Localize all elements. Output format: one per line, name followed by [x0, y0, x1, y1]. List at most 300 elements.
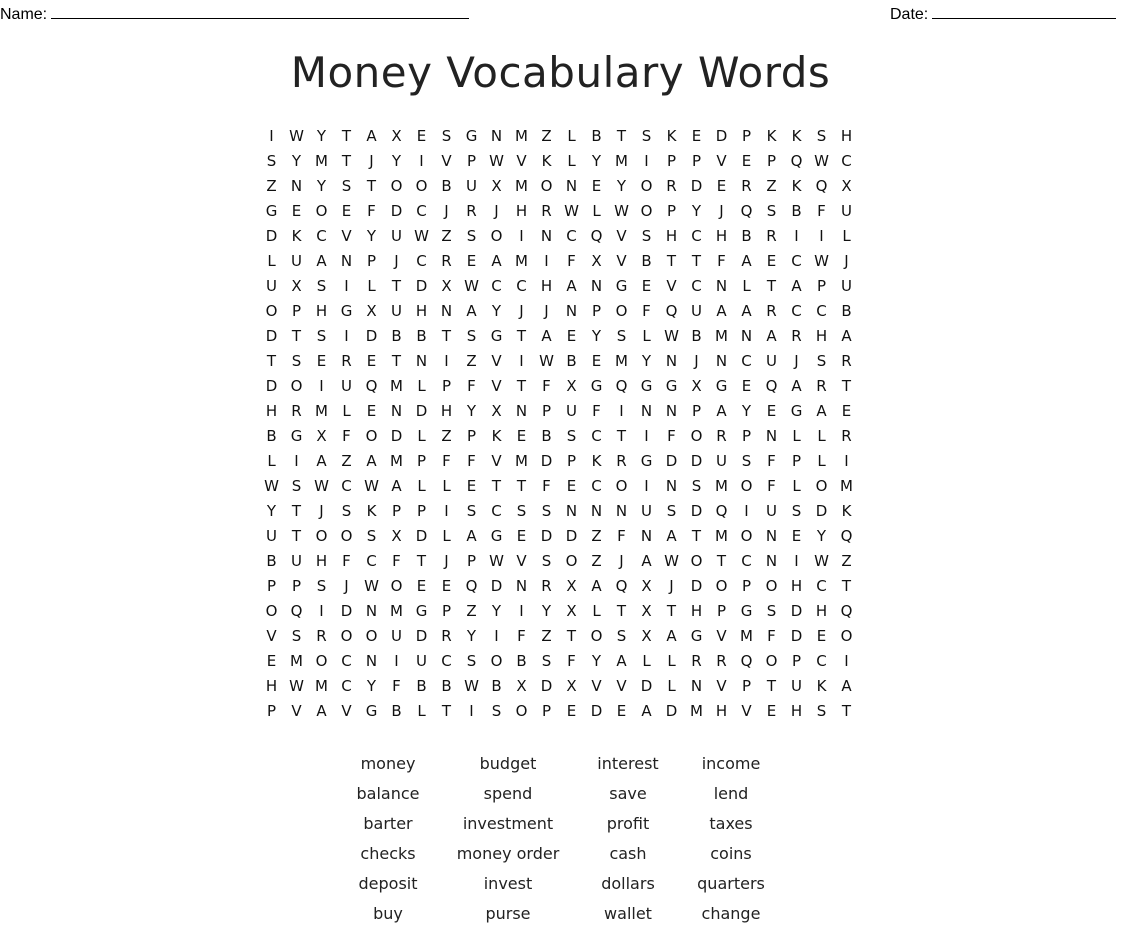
grid-letter[interactable]: X — [391, 527, 402, 545]
grid-letter[interactable]: Q — [840, 527, 853, 545]
grid-letter[interactable]: N — [490, 127, 503, 145]
grid-letter[interactable]: L — [667, 677, 676, 695]
grid-letter[interactable]: Z — [441, 227, 452, 245]
grid-letter[interactable]: R — [841, 427, 852, 445]
grid-letter[interactable]: E — [641, 277, 652, 295]
grid-letter[interactable]: R — [666, 177, 677, 195]
grid-letter[interactable]: I — [519, 602, 524, 620]
grid-letter[interactable]: S — [541, 552, 552, 570]
grid-letter[interactable]: P — [691, 402, 702, 420]
grid-letter[interactable]: P — [466, 152, 477, 170]
grid-letter[interactable]: V — [716, 152, 727, 170]
grid-letter[interactable]: R — [716, 427, 727, 445]
grid-letter[interactable]: N — [590, 277, 603, 295]
grid-letter[interactable]: E — [591, 352, 602, 370]
grid-letter[interactable]: H — [265, 677, 278, 695]
grid-letter[interactable]: Y — [316, 177, 327, 195]
grid-letter[interactable]: P — [416, 502, 427, 520]
grid-letter[interactable]: D — [665, 452, 678, 470]
grid-letter[interactable]: E — [416, 577, 427, 595]
grid-letter[interactable]: B — [441, 677, 452, 695]
grid-letter[interactable]: L — [442, 477, 451, 495]
grid-letter[interactable]: Z — [541, 127, 552, 145]
grid-letter[interactable]: T — [291, 502, 302, 520]
grid-letter[interactable]: R — [541, 202, 552, 220]
grid-letter[interactable]: Q — [740, 202, 753, 220]
grid-letter[interactable]: J — [444, 552, 449, 570]
grid-letter[interactable]: T — [841, 577, 852, 595]
grid-letter[interactable]: L — [742, 277, 751, 295]
grid-letter[interactable]: Z — [266, 177, 277, 195]
grid-letter[interactable]: C — [841, 152, 852, 170]
grid-letter[interactable]: N — [690, 677, 703, 695]
grid-letter[interactable]: S — [541, 652, 552, 670]
grid-letter[interactable]: M — [290, 652, 303, 670]
grid-letter[interactable]: O — [290, 377, 303, 395]
grid-letter[interactable]: E — [616, 702, 627, 720]
grid-letter[interactable]: O — [265, 602, 278, 620]
grid-letter[interactable]: C — [416, 252, 427, 270]
grid-letter[interactable]: E — [416, 127, 427, 145]
grid-letter[interactable]: D — [415, 627, 428, 645]
grid-letter[interactable]: D — [340, 602, 353, 620]
grid-letter[interactable]: L — [417, 477, 426, 495]
grid-letter[interactable]: K — [491, 427, 502, 445]
grid-letter[interactable]: P — [441, 377, 452, 395]
grid-letter[interactable]: Z — [341, 452, 352, 470]
grid-letter[interactable]: L — [817, 427, 826, 445]
grid-letter[interactable]: S — [291, 477, 302, 495]
grid-letter[interactable]: O — [515, 702, 528, 720]
grid-letter[interactable]: B — [641, 252, 652, 270]
grid-letter[interactable]: C — [791, 252, 802, 270]
grid-letter[interactable]: G — [690, 627, 703, 645]
grid-letter[interactable]: O — [590, 627, 603, 645]
grid-letter[interactable]: V — [616, 677, 627, 695]
grid-letter[interactable]: D — [540, 527, 553, 545]
grid-letter[interactable]: U — [791, 677, 802, 695]
grid-letter[interactable]: C — [491, 502, 502, 520]
grid-letter[interactable]: A — [316, 452, 327, 470]
grid-letter[interactable]: G — [665, 377, 678, 395]
grid-letter[interactable]: O — [615, 477, 628, 495]
grid-letter[interactable]: M — [715, 327, 728, 345]
grid-letter[interactable]: Z — [466, 602, 477, 620]
grid-letter[interactable]: R — [291, 402, 302, 420]
grid-letter[interactable]: D — [815, 502, 828, 520]
grid-letter[interactable]: W — [414, 227, 429, 245]
grid-letter[interactable]: C — [341, 677, 352, 695]
grid-letter[interactable]: X — [441, 277, 452, 295]
grid-letter[interactable]: E — [516, 427, 527, 445]
grid-letter[interactable]: F — [667, 427, 676, 445]
grid-letter[interactable]: W — [264, 477, 279, 495]
grid-letter[interactable]: I — [844, 452, 849, 470]
grid-letter[interactable]: A — [841, 327, 852, 345]
grid-letter[interactable]: R — [791, 327, 802, 345]
grid-letter[interactable]: I — [419, 152, 424, 170]
grid-letter[interactable]: O — [765, 577, 778, 595]
grid-letter[interactable]: S — [466, 327, 477, 345]
grid-letter[interactable]: D — [690, 502, 703, 520]
grid-letter[interactable]: J — [619, 552, 624, 570]
grid-letter[interactable]: L — [267, 452, 276, 470]
grid-letter[interactable]: Q — [765, 377, 778, 395]
grid-letter[interactable]: E — [591, 177, 602, 195]
grid-letter[interactable]: K — [541, 152, 552, 170]
grid-letter[interactable]: R — [816, 377, 827, 395]
grid-letter[interactable]: S — [741, 452, 752, 470]
grid-letter[interactable]: F — [717, 252, 726, 270]
grid-letter[interactable]: P — [766, 152, 777, 170]
grid-letter[interactable]: T — [441, 702, 452, 720]
grid-letter[interactable]: X — [566, 577, 577, 595]
grid-letter[interactable]: T — [391, 277, 402, 295]
grid-letter[interactable]: E — [466, 252, 477, 270]
grid-letter[interactable]: L — [267, 252, 276, 270]
grid-letter[interactable]: T — [516, 377, 527, 395]
grid-letter[interactable]: P — [266, 577, 277, 595]
grid-letter[interactable]: M — [515, 252, 528, 270]
grid-letter[interactable]: K — [666, 127, 677, 145]
grid-letter[interactable]: M — [715, 527, 728, 545]
grid-letter[interactable]: P — [416, 452, 427, 470]
grid-letter[interactable]: H — [440, 402, 453, 420]
grid-letter[interactable]: F — [767, 627, 776, 645]
grid-letter[interactable]: U — [716, 452, 727, 470]
grid-letter[interactable]: U — [841, 277, 852, 295]
grid-letter[interactable]: U — [566, 402, 577, 420]
grid-letter[interactable]: A — [566, 277, 577, 295]
grid-letter[interactable]: C — [791, 302, 802, 320]
grid-letter[interactable]: H — [715, 702, 728, 720]
grid-letter[interactable]: P — [466, 427, 477, 445]
grid-letter[interactable]: S — [341, 502, 352, 520]
grid-letter[interactable]: K — [816, 677, 827, 695]
grid-letter[interactable]: X — [591, 252, 602, 270]
grid-letter[interactable]: C — [741, 552, 752, 570]
grid-letter[interactable]: P — [716, 602, 727, 620]
grid-letter[interactable]: N — [765, 552, 778, 570]
grid-letter[interactable]: Q — [840, 602, 853, 620]
grid-letter[interactable]: P — [791, 452, 802, 470]
grid-letter[interactable]: Y — [816, 527, 827, 545]
grid-letter[interactable]: M — [315, 677, 328, 695]
grid-letter[interactable]: V — [491, 452, 502, 470]
grid-letter[interactable]: A — [491, 252, 502, 270]
grid-letter[interactable]: Q — [815, 177, 828, 195]
grid-letter[interactable]: E — [741, 152, 752, 170]
grid-letter[interactable]: B — [516, 652, 527, 670]
grid-letter[interactable]: C — [591, 477, 602, 495]
grid-letter[interactable]: S — [366, 527, 377, 545]
grid-letter[interactable]: I — [519, 227, 524, 245]
grid-letter[interactable]: N — [765, 527, 778, 545]
grid-letter[interactable]: L — [842, 227, 851, 245]
grid-letter[interactable]: Y — [366, 677, 377, 695]
grid-letter[interactable]: N — [565, 302, 578, 320]
grid-letter[interactable]: U — [266, 277, 277, 295]
grid-letter[interactable]: S — [691, 477, 702, 495]
grid-letter[interactable]: A — [641, 702, 652, 720]
grid-letter[interactable]: D — [265, 377, 278, 395]
grid-letter[interactable]: E — [291, 202, 302, 220]
grid-letter[interactable]: A — [316, 252, 327, 270]
grid-letter[interactable]: S — [341, 177, 352, 195]
grid-letter[interactable]: I — [494, 627, 499, 645]
grid-letter[interactable]: H — [665, 227, 678, 245]
grid-letter[interactable]: A — [766, 327, 777, 345]
grid-letter[interactable]: J — [544, 302, 549, 320]
grid-letter[interactable]: V — [716, 627, 727, 645]
grid-letter[interactable]: S — [816, 702, 827, 720]
grid-letter[interactable]: T — [841, 702, 852, 720]
grid-letter[interactable]: H — [315, 302, 328, 320]
grid-letter[interactable]: N — [415, 352, 428, 370]
grid-letter[interactable]: M — [615, 352, 628, 370]
grid-letter[interactable]: L — [592, 602, 601, 620]
date-blank-line[interactable] — [932, 4, 1116, 19]
grid-letter[interactable]: L — [792, 427, 801, 445]
grid-letter[interactable]: D — [390, 427, 403, 445]
grid-letter[interactable]: F — [567, 252, 576, 270]
grid-letter[interactable]: C — [591, 427, 602, 445]
grid-letter[interactable]: S — [641, 127, 652, 145]
grid-letter[interactable]: G — [365, 702, 378, 720]
grid-letter[interactable]: G — [715, 377, 728, 395]
grid-letter[interactable]: R — [766, 302, 777, 320]
grid-letter[interactable]: Z — [441, 427, 452, 445]
grid-letter[interactable]: P — [291, 577, 302, 595]
grid-letter[interactable]: O — [690, 552, 703, 570]
grid-letter[interactable]: T — [616, 427, 627, 445]
grid-letter[interactable]: R — [691, 652, 702, 670]
grid-letter[interactable]: O — [640, 177, 653, 195]
grid-letter[interactable]: L — [642, 327, 651, 345]
grid-letter[interactable]: N — [515, 577, 528, 595]
grid-letter[interactable]: R — [716, 652, 727, 670]
grid-letter[interactable]: Y — [541, 602, 552, 620]
grid-letter[interactable]: S — [766, 602, 777, 620]
grid-letter[interactable]: A — [666, 627, 677, 645]
grid-letter[interactable]: A — [791, 377, 802, 395]
grid-letter[interactable]: N — [365, 602, 378, 620]
grid-letter[interactable]: O — [840, 627, 853, 645]
grid-letter[interactable]: S — [791, 502, 802, 520]
grid-letter[interactable]: I — [319, 602, 324, 620]
grid-letter[interactable]: E — [441, 577, 452, 595]
grid-letter[interactable]: A — [716, 302, 727, 320]
grid-letter[interactable]: M — [315, 402, 328, 420]
grid-letter[interactable]: B — [441, 177, 452, 195]
grid-letter[interactable]: I — [619, 402, 624, 420]
grid-letter[interactable]: F — [767, 477, 776, 495]
grid-letter[interactable]: V — [341, 702, 352, 720]
grid-letter[interactable]: P — [441, 602, 452, 620]
grid-letter[interactable]: O — [365, 427, 378, 445]
grid-letter[interactable]: Q — [740, 652, 753, 670]
grid-letter[interactable]: P — [741, 427, 752, 445]
grid-letter[interactable]: M — [315, 152, 328, 170]
grid-letter[interactable]: W — [489, 152, 504, 170]
grid-letter[interactable]: O — [315, 652, 328, 670]
grid-letter[interactable]: S — [316, 327, 327, 345]
grid-letter[interactable]: J — [444, 202, 449, 220]
grid-letter[interactable]: N — [765, 427, 778, 445]
grid-letter[interactable]: Z — [541, 627, 552, 645]
grid-letter[interactable]: D — [640, 677, 653, 695]
grid-letter[interactable]: V — [491, 377, 502, 395]
grid-letter[interactable]: I — [544, 252, 549, 270]
grid-letter[interactable]: G — [290, 427, 303, 445]
grid-letter[interactable]: O — [490, 652, 503, 670]
grid-letter[interactable]: T — [516, 327, 527, 345]
grid-letter[interactable]: U — [291, 252, 302, 270]
grid-letter[interactable]: X — [516, 677, 527, 695]
grid-letter[interactable]: L — [567, 127, 576, 145]
grid-letter[interactable]: B — [266, 427, 277, 445]
grid-letter[interactable]: I — [469, 702, 474, 720]
grid-letter[interactable]: T — [666, 602, 677, 620]
grid-letter[interactable]: T — [416, 552, 427, 570]
grid-letter[interactable]: F — [517, 627, 526, 645]
grid-letter[interactable]: Y — [366, 227, 377, 245]
grid-letter[interactable]: D — [540, 677, 553, 695]
grid-letter[interactable]: D — [265, 227, 278, 245]
grid-letter[interactable]: L — [592, 202, 601, 220]
grid-letter[interactable]: R — [766, 227, 777, 245]
grid-letter[interactable]: J — [319, 502, 324, 520]
grid-letter[interactable]: S — [816, 352, 827, 370]
grid-letter[interactable]: B — [416, 327, 427, 345]
grid-letter[interactable]: B — [391, 702, 402, 720]
grid-letter[interactable]: P — [541, 702, 552, 720]
grid-letter[interactable]: V — [716, 677, 727, 695]
grid-letter[interactable]: S — [291, 352, 302, 370]
grid-letter[interactable]: L — [342, 402, 351, 420]
grid-letter[interactable]: Y — [291, 152, 302, 170]
grid-letter[interactable]: N — [440, 302, 453, 320]
grid-letter[interactable]: O — [715, 577, 728, 595]
grid-letter[interactable]: O — [265, 302, 278, 320]
grid-letter[interactable]: X — [641, 602, 652, 620]
grid-letter[interactable]: X — [566, 377, 577, 395]
grid-letter[interactable]: J — [794, 352, 799, 370]
grid-letter[interactable]: D — [415, 527, 428, 545]
grid-letter[interactable]: J — [519, 302, 524, 320]
grid-letter[interactable]: Y — [741, 402, 752, 420]
grid-letter[interactable]: R — [741, 177, 752, 195]
grid-letter[interactable]: F — [767, 452, 776, 470]
grid-letter[interactable]: F — [542, 377, 551, 395]
grid-letter[interactable]: A — [716, 402, 727, 420]
grid-letter[interactable]: B — [566, 352, 577, 370]
grid-letter[interactable]: B — [591, 127, 602, 145]
grid-letter[interactable]: I — [844, 652, 849, 670]
grid-letter[interactable]: E — [691, 127, 702, 145]
grid-letter[interactable]: W — [664, 552, 679, 570]
grid-letter[interactable]: X — [491, 402, 502, 420]
grid-letter[interactable]: T — [341, 127, 352, 145]
grid-letter[interactable]: Q — [290, 602, 303, 620]
grid-letter[interactable]: X — [316, 427, 327, 445]
grid-letter[interactable]: T — [766, 677, 777, 695]
grid-letter[interactable]: A — [366, 452, 377, 470]
grid-letter[interactable]: V — [291, 702, 302, 720]
grid-letter[interactable]: F — [342, 427, 351, 445]
grid-letter[interactable]: Z — [466, 352, 477, 370]
grid-letter[interactable]: I — [744, 502, 749, 520]
grid-letter[interactable]: U — [416, 652, 427, 670]
grid-letter[interactable]: I — [394, 652, 399, 670]
grid-letter[interactable]: N — [715, 277, 728, 295]
grid-letter[interactable]: Q — [465, 577, 478, 595]
grid-letter[interactable]: O — [815, 477, 828, 495]
grid-letter[interactable]: X — [566, 602, 577, 620]
grid-letter[interactable]: H — [515, 202, 528, 220]
grid-letter[interactable]: Y — [491, 302, 502, 320]
grid-letter[interactable]: J — [344, 577, 349, 595]
grid-letter[interactable]: A — [816, 402, 827, 420]
grid-letter[interactable]: A — [741, 252, 752, 270]
grid-letter[interactable]: P — [791, 652, 802, 670]
grid-letter[interactable]: I — [344, 277, 349, 295]
grid-letter[interactable]: R — [541, 577, 552, 595]
grid-letter[interactable]: R — [441, 252, 452, 270]
grid-letter[interactable]: A — [366, 127, 377, 145]
grid-letter[interactable]: P — [666, 152, 677, 170]
grid-letter[interactable]: N — [340, 252, 353, 270]
grid-letter[interactable]: H — [315, 552, 328, 570]
grid-letter[interactable]: O — [740, 527, 753, 545]
grid-letter[interactable]: D — [690, 577, 703, 595]
name-blank-line[interactable] — [51, 4, 469, 19]
grid-letter[interactable]: I — [819, 227, 824, 245]
grid-letter[interactable]: R — [466, 202, 477, 220]
grid-letter[interactable]: F — [342, 552, 351, 570]
grid-letter[interactable]: V — [491, 352, 502, 370]
grid-letter[interactable]: T — [666, 252, 677, 270]
grid-letter[interactable]: I — [294, 452, 299, 470]
grid-letter[interactable]: I — [319, 377, 324, 395]
grid-letter[interactable]: F — [392, 552, 401, 570]
grid-letter[interactable]: X — [391, 127, 402, 145]
grid-letter[interactable]: I — [644, 427, 649, 445]
grid-letter[interactable]: Y — [591, 327, 602, 345]
grid-letter[interactable]: S — [516, 502, 527, 520]
grid-letter[interactable]: O — [740, 477, 753, 495]
grid-letter[interactable]: K — [766, 127, 777, 145]
grid-letter[interactable]: A — [641, 552, 652, 570]
grid-letter[interactable]: V — [516, 152, 527, 170]
grid-letter[interactable]: Y — [316, 127, 327, 145]
grid-letter[interactable]: T — [716, 552, 727, 570]
grid-letter[interactable]: F — [542, 477, 551, 495]
grid-letter[interactable]: T — [616, 602, 627, 620]
grid-letter[interactable]: Z — [591, 552, 602, 570]
grid-letter[interactable]: M — [390, 377, 403, 395]
grid-letter[interactable]: D — [790, 627, 803, 645]
date-field[interactable] — [890, 4, 1116, 24]
grid-letter[interactable]: D — [415, 277, 428, 295]
grid-letter[interactable]: G — [590, 377, 603, 395]
grid-letter[interactable]: N — [615, 502, 628, 520]
grid-letter[interactable]: B — [491, 677, 502, 695]
grid-letter[interactable]: P — [366, 252, 377, 270]
grid-letter[interactable]: C — [516, 277, 527, 295]
grid-letter[interactable]: J — [394, 252, 399, 270]
grid-letter[interactable]: S — [316, 277, 327, 295]
